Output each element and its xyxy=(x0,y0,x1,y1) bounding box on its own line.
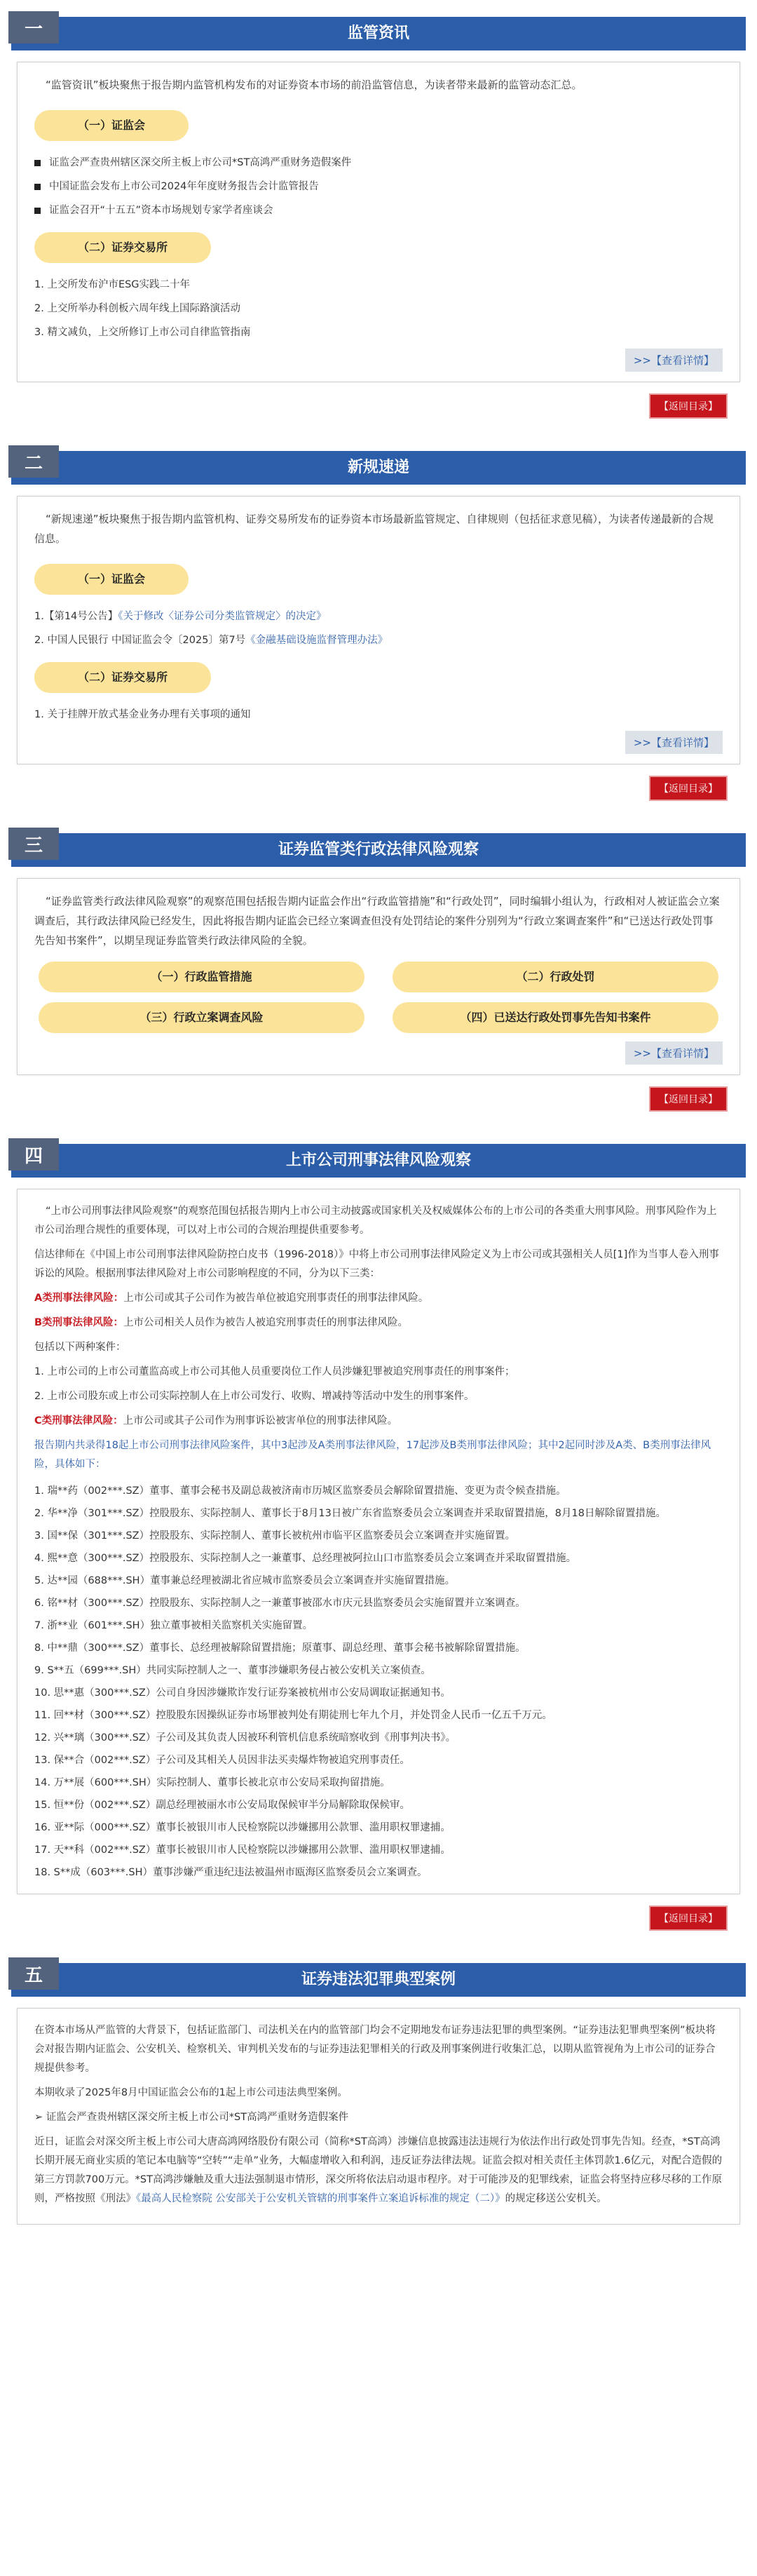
rule-link[interactable]: 《最高人民检察院 公安部关于公安机关管辖的刑事案件立案追诉标准的规定（二）》 xyxy=(136,2193,505,2204)
case-heading-text: 证监会严查贵州辖区深交所主板上市公司*ST高鸿严重财务造假案件 xyxy=(46,2112,349,2123)
paragraph-text: 近日，证监会对深交所主板上市公司大唐高鸿网络股份有限公司（简称*ST高鸿）涉嫌信息披露违法违规行为依法作出行政处罚事先告知。经查，*ST高鸿长期开展无商业实质的笔记本电脑等“空转”“走单”业务，大幅虚增收入和利润，违反证券法律法规。证监会拟对相关责任主体罚款1.6亿元，对配合造假的第三方罚款700万元。*ST高鸿涉嫌触及重大违法强制退市情形，深交所将依法启动退市程序。对于可能涉及的犯罪线索，证监会将坚持应移尽移的工作原则，严格按照《刑法》 xyxy=(34,2136,723,2204)
section-number: 五 xyxy=(8,1957,59,1990)
case-item: 16. 亚**际（000***.SZ）董事长被银川市人民检察院以涉嫌挪用公款罪、滥用职权罪逮捕。 xyxy=(34,1822,451,1833)
paragraph: “上市公司刑事法律风险观察”的观察范围包括报告期内上市公司主动披露或国家机关及权威媒体公布的上市公司的各类重大刑事风险。刑事风险作为上市公司治理合规性的重要体现，可以对上市公司的合规治理提供重要参考。 xyxy=(34,1206,717,1236)
section-box xyxy=(17,62,740,382)
rule-link[interactable]: 《关于修改〈证券公司分类监管规定〉的决定》 xyxy=(118,611,327,622)
subheading-csrc[interactable]: （一）证监会 xyxy=(34,564,189,595)
section-number: 三 xyxy=(8,828,59,860)
case-item: 6. 铭**材（300***.SZ）控股股东、实际控制人之一兼董事被邵水市庆元县监察委员会实施留置并立案调查。 xyxy=(34,1598,526,1609)
section-box xyxy=(17,878,740,1075)
list-item[interactable]: 2. 上交所举办科创板六周年线上国际路演活动 xyxy=(34,303,240,314)
section-new-rules xyxy=(0,434,757,801)
section-number: 四 xyxy=(8,1138,59,1171)
list-item[interactable] xyxy=(34,628,723,652)
case-item: 12. 兴**璃（300***.SZ）子公司及其负责人因被环利管机信息系统暗察收到《刑事判决书》。 xyxy=(34,1732,456,1744)
bullet-square-icon xyxy=(34,160,41,166)
section-banner xyxy=(11,1137,746,1178)
category-pill[interactable]: （一）行政监管措施 xyxy=(39,962,364,992)
section-box xyxy=(17,2008,740,2225)
case-item: 8. 中**鼎（300***.SZ）董事长、总经理被解除留置措施；原董事、副总经理、董事会秘书被解除留置措施。 xyxy=(34,1643,526,1654)
back-to-toc-button[interactable]: 【返回目录】 xyxy=(649,776,728,801)
view-details-button[interactable]: >>【查看详情】 xyxy=(625,1041,723,1065)
list-item[interactable] xyxy=(34,198,723,222)
paragraph: 1. 上市公司的上市公司董监高或上市公司其他人员重要岗位工作人员涉嫌犯罪被追究刑事责任的刑事案件； xyxy=(34,1366,515,1377)
case-list xyxy=(34,1480,723,1884)
risk-type-c xyxy=(34,1412,723,1431)
section-title: 监管资讯 xyxy=(347,25,409,42)
list-item[interactable]: 1. 上交所发布沪市ESG实践二十年 xyxy=(34,279,191,290)
paragraph: 包括以下两种案件： xyxy=(34,1342,126,1353)
section-banner xyxy=(11,444,746,485)
section-intro: “新规速递”板块聚焦于报告期内监管机构、证券交易所发布的证券资本市场最新监管规定、自律规则（包括征求意见稿），为读者传递最新的合规信息。 xyxy=(34,513,714,545)
back-to-toc-button[interactable]: 【返回目录】 xyxy=(649,1906,728,1931)
case-heading xyxy=(34,2108,723,2127)
case-item: 10. 思**惠（300***.SZ）公司自身因涉嫌欺诈发行证券案被杭州市公安局调取证据通知书。 xyxy=(34,1687,451,1699)
paragraph-text: 的规定移送公安机关。 xyxy=(505,2193,607,2204)
back-to-toc-button[interactable]: 【返回目录】 xyxy=(649,393,728,419)
category-grid xyxy=(34,962,723,1033)
list-item-text: 中国证监会发布上市公司2024年年度财务报告会计监管报告 xyxy=(49,181,319,192)
view-details-button[interactable]: >>【查看详情】 xyxy=(625,349,723,372)
list-item[interactable] xyxy=(34,151,723,175)
subheading-exchange[interactable]: （二）证券交易所 xyxy=(34,232,211,263)
case-item: 14. 万**展（600***.SH）实际控制人、董事长被北京市公安局采取拘留措施。 xyxy=(34,1777,390,1788)
section-intro: “监管资讯”板块聚焦于报告期内监管机构发布的对证券资本市场的前沿监管信息，为读者带来最新的监管动态汇总。 xyxy=(46,79,582,91)
risk-text: 上市公司或其子公司作为刑事诉讼被害单位的刑事法律风险。 xyxy=(123,1415,398,1427)
risk-text: 上市公司或其子公司作为被告单位被追究刑事责任的刑事法律风险。 xyxy=(123,1293,429,1304)
section-typical-cases xyxy=(0,1946,757,2225)
case-item: 17. 天**科（002***.SZ）董事长被银川市人民检察院以涉嫌挪用公款罪、滥用职权罪逮捕。 xyxy=(34,1845,451,1856)
risk-type-b xyxy=(34,1314,723,1333)
rule-link[interactable]: 《金融基础设施监督管理办法》 xyxy=(245,635,388,646)
list-item[interactable] xyxy=(34,175,723,198)
section-banner xyxy=(11,826,746,867)
risk-label: C类刑事法律风险： xyxy=(34,1415,123,1427)
bullet-square-icon xyxy=(34,184,41,190)
list-item-text: 2. 中国人民银行 中国证监会令〔2025〕第7号 xyxy=(34,635,246,646)
section-title: 新规速递 xyxy=(347,459,409,476)
case-item: 7. 浙**业（601***.SH）独立董事被相关监察机关实施留置。 xyxy=(34,1620,313,1631)
section-title: 证券监管类行政法律风险观察 xyxy=(278,841,479,858)
section-regulatory-news xyxy=(0,0,757,419)
list-item-text: 证监会严查贵州辖区深交所主板上市公司*ST高鸿严重财务造假案件 xyxy=(49,157,352,168)
case-item: 5. 达**园（688***.SH）董事兼总经理被湖北省应城市监察委员会立案调查并实施留置措施。 xyxy=(34,1575,456,1586)
subheading-exchange[interactable]: （二）证券交易所 xyxy=(34,662,211,693)
subheading-csrc[interactable]: （一）证监会 xyxy=(34,110,189,141)
view-details-button[interactable]: >>【查看详情】 xyxy=(625,731,723,754)
case-item: 3. 国**保（301***.SZ）控股股东、实际控制人、董事长被杭州市临平区监察委员会立案调查并实施留置。 xyxy=(34,1530,516,1542)
case-item: 4. 熙**意（300***.SZ）控股股东、实际控制人之一兼董事、总经理被阿拉山口市监察委员会立案调查并采取留置措施。 xyxy=(34,1553,577,1564)
section-number: 一 xyxy=(8,11,59,43)
case-summary: 报告期内共录得18起上市公司刑事法律风险案件，其中3起涉及A类刑事法律风险，17起涉及B类刑事法律风险；其中2起同时涉及A类、B类刑事法律风险，具体如下： xyxy=(34,1440,711,1470)
case-item: 1. 瑞**药（002***.SZ）董事、董事会秘书及副总裁被济南市历城区监察委员会解除留置措施、变更为责令候查措施。 xyxy=(34,1485,566,1497)
paragraph: 信达律师在《中国上市公司刑事法律风险防控白皮书（1996-2018）》中将上市公司刑事法律风险定义为上市公司或其强相关人员[1]作为当事人卷入刑事诉讼的风险。根据刑事法律风险对上市公司影响程度的不同，分为以下三类： xyxy=(34,1249,719,1279)
case-item: 11. 回**材（300***.SZ）控股股东因操纵证券市场罪被判处有期徒刑七年九个月，并处罚金人民币一亿五千万元。 xyxy=(34,1710,552,1721)
risk-label: A类刑事法律风险： xyxy=(34,1293,124,1304)
section-title: 上市公司刑事法律风险观察 xyxy=(285,1152,471,1169)
list-item[interactable]: 3. 精文减负，上交所修订上市公司自律监管指南 xyxy=(34,327,251,338)
section-box xyxy=(17,1189,740,1894)
list-item[interactable]: 1. 关于挂牌开放式基金业务办理有关事项的通知 xyxy=(34,709,251,720)
risk-type-a xyxy=(34,1289,723,1308)
category-pill[interactable]: （二）行政处罚 xyxy=(393,962,718,992)
case-item: 15. 恒**份（002***.SZ）副总经理被丽水市公安局取保候审半分局解除取保候审。 xyxy=(34,1800,410,1811)
bullet-square-icon xyxy=(34,208,41,214)
risk-label: B类刑事法律风险： xyxy=(34,1317,124,1328)
section-title: 证券违法犯罪典型案例 xyxy=(301,1971,456,1988)
back-to-toc-button[interactable]: 【返回目录】 xyxy=(649,1086,728,1112)
paragraph: 在资本市场从严监管的大背景下，包括证监部门、司法机关在内的监管部门均会不定期地发布证券违法犯罪的典型案例。“证券违法犯罪典型案例”板块将会对报告期内证监会、公安机关、检察机关、审判机关发布的与证券违法犯罪相关的行政及刑事案例进行收集汇总，以期从监管视角为上市公司的证券合规提供参考。 xyxy=(34,2025,716,2074)
section-number: 二 xyxy=(8,445,59,478)
category-pill[interactable]: （四）已送达行政处罚事先告知书案件 xyxy=(393,1002,718,1033)
section-criminal-risk xyxy=(0,1127,757,1931)
case-item: 18. S**成（603***.SH）董事涉嫌严重违纪违法被温州市瓯海区监察委员会立案调查。 xyxy=(34,1867,428,1878)
case-item: 9. S**五（699***.SH）共同实际控制人之一、董事涉嫌职务侵占被公安机关立案侦查。 xyxy=(34,1665,431,1676)
list-item-text: 证监会召开“十五五”资本市场规划专家学者座谈会 xyxy=(49,205,273,216)
section-admin-risk xyxy=(0,816,757,1112)
case-item: 13. 保**合（002***.SZ）子公司及其相关人员因非法买卖爆炸物被追究刑事责任。 xyxy=(34,1755,410,1766)
paragraph xyxy=(34,2133,723,2209)
section-box xyxy=(17,496,740,764)
list-item-text: 1.【第14号公告】 xyxy=(34,611,118,622)
section-banner xyxy=(11,10,746,50)
risk-text: 上市公司相关人员作为被告人被追究刑事责任的刑事法律风险。 xyxy=(123,1317,409,1328)
section-banner xyxy=(11,1956,746,1997)
paragraph: 2. 上市公司股东或上市公司实际控制人在上市公司发行、收购、增减持等活动中发生的刑事案件。 xyxy=(34,1391,475,1402)
category-pill[interactable]: （三）行政立案调查风险 xyxy=(39,1002,364,1033)
case-item: 2. 华**净（301***.SZ）控股股东、实际控制人、董事长于8月13日被广东省监察委员会立案调查并采取留置措施，8月18日解除留置措施。 xyxy=(34,1508,666,1519)
paragraph: 本期收录了2025年8月中国证监会公布的1起上市公司违法典型案例。 xyxy=(34,2087,348,2098)
arrow-bullet-icon: ➢ xyxy=(34,2112,46,2123)
section-intro: “证券监管类行政法律风险观察”的观察范围包括报告期内证监会作出“行政监管措施”和“行政处罚”，同时编辑小组认为，行政相对人被证监会立案调查后，其行政法律风险已经发生，因此将报告期内证监会已经立案调查但没有处罚结论的案件分别列为“行政立案调查案件”和“已送达行政处罚事先告知书案件”，以期呈现证券监管类行政法律风险的全貌。 xyxy=(34,895,720,947)
list-item[interactable] xyxy=(34,605,723,628)
